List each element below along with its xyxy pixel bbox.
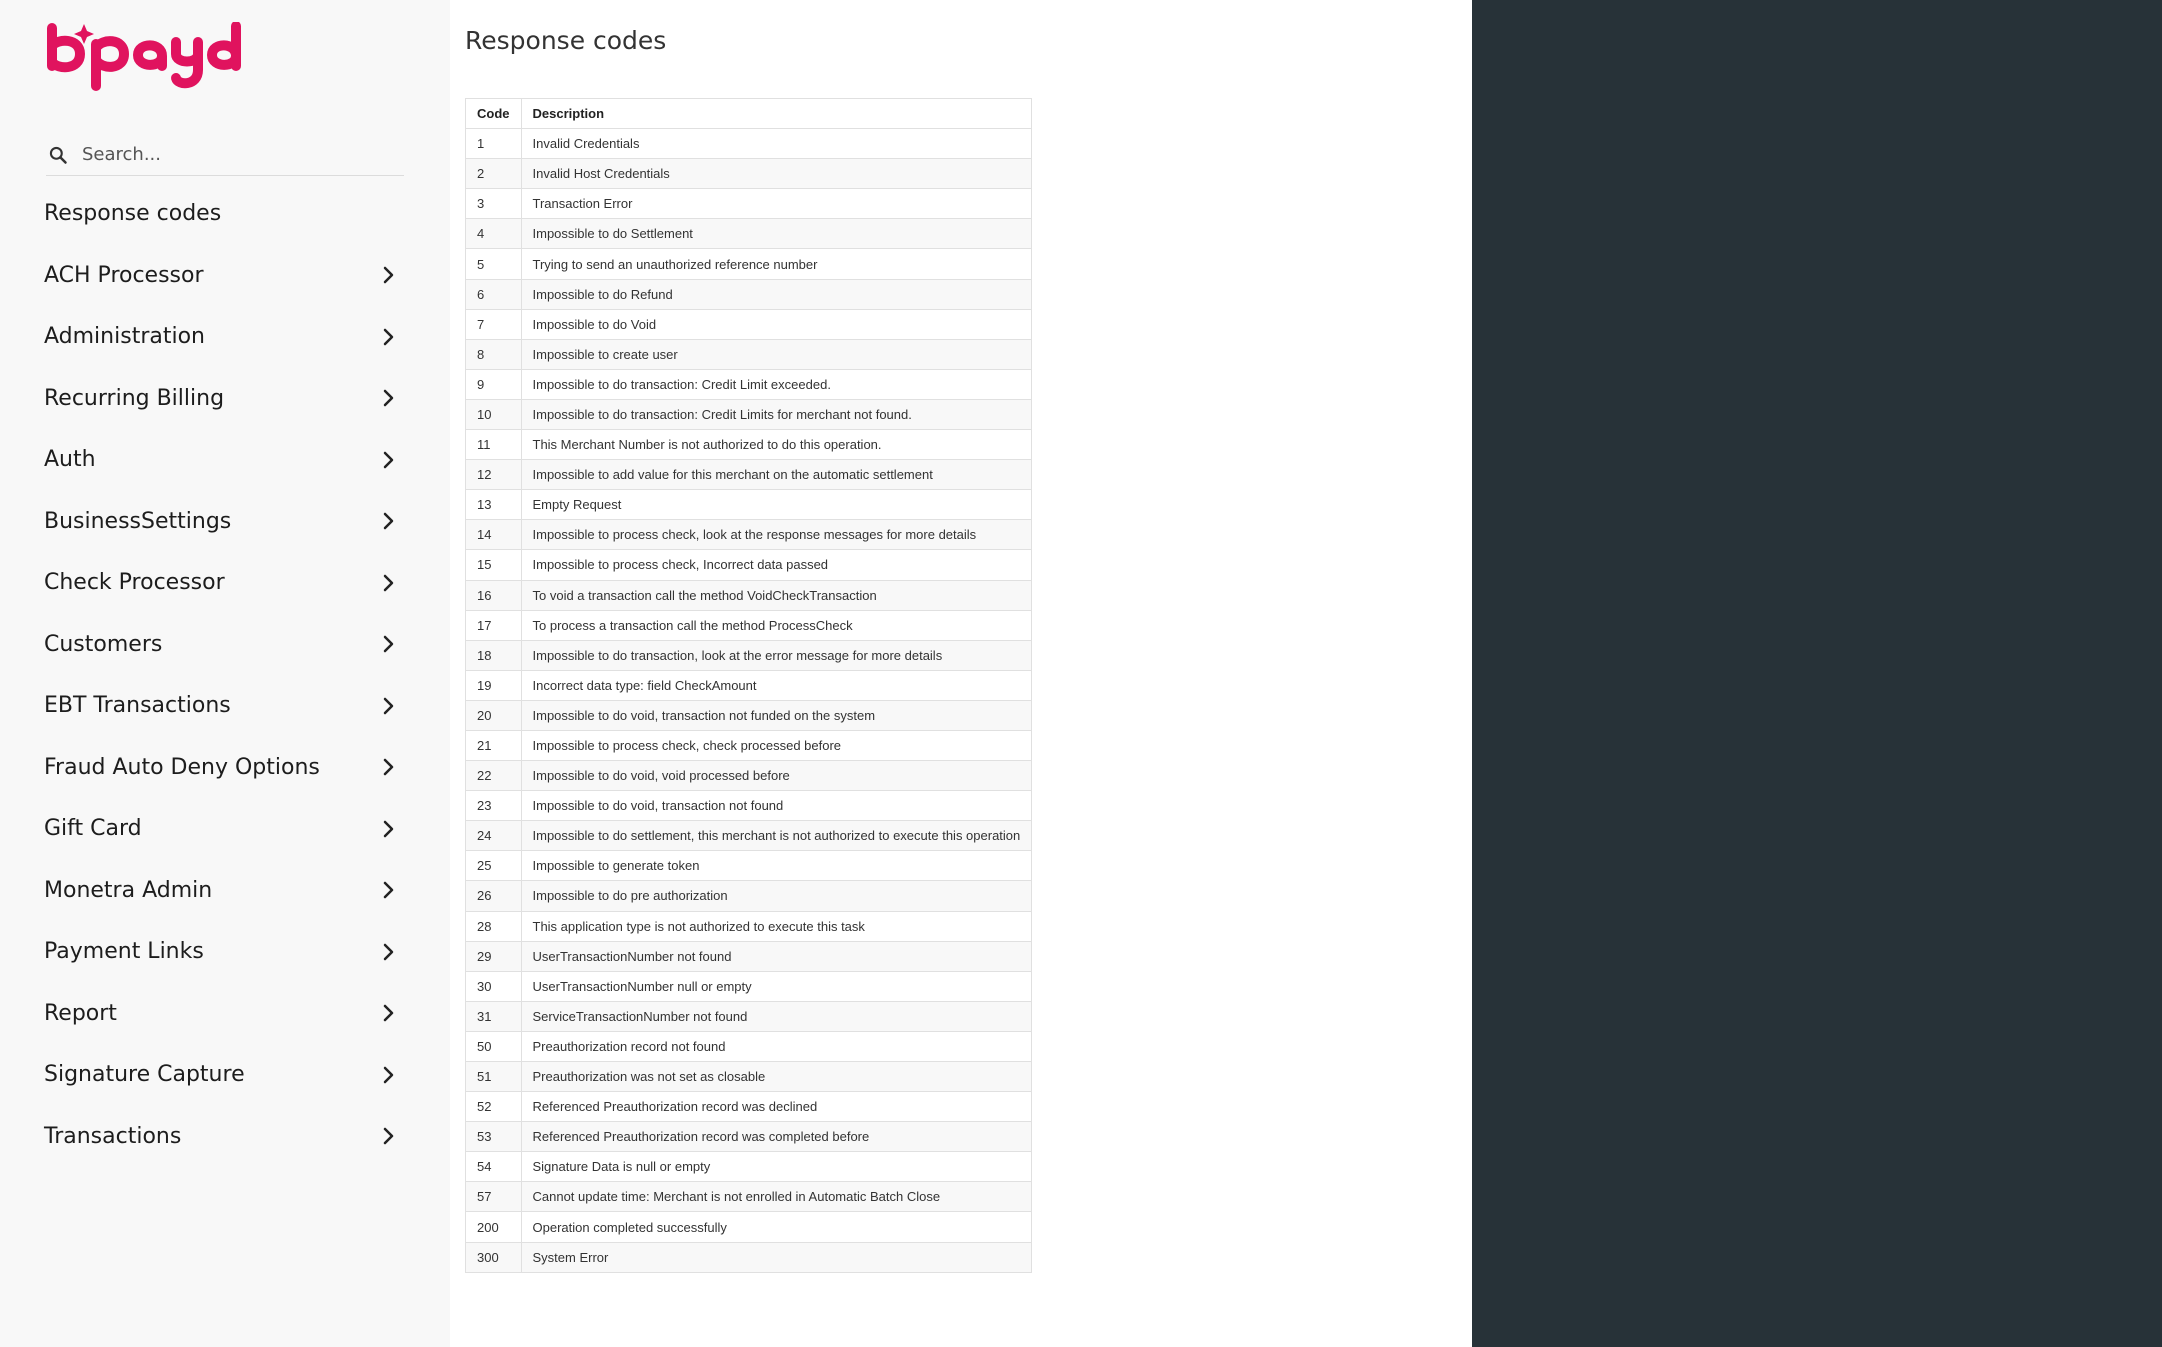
cell-code: 300	[466, 1242, 522, 1272]
cell-description: System Error	[521, 1242, 1032, 1272]
cell-code: 13	[466, 490, 522, 520]
cell-code: 31	[466, 1001, 522, 1031]
table-row	[466, 1182, 1032, 1212]
table-row	[466, 851, 1032, 881]
cell-description: Incorrect data type: field CheckAmount	[521, 670, 1032, 700]
sidebar-item-label: Fraud Auto Deny Options	[44, 754, 320, 780]
sidebar-item-check-processor[interactable]	[44, 552, 404, 614]
table-row	[466, 941, 1032, 971]
sidebar-item-ach-processor[interactable]	[44, 245, 404, 307]
cell-description: Impossible to do Void	[521, 309, 1032, 339]
cell-description: Impossible to do void, transaction not found	[521, 791, 1032, 821]
table-row	[466, 1001, 1032, 1031]
column-header-description: Description	[521, 99, 1032, 129]
sidebar-item-administration[interactable]	[44, 306, 404, 368]
cell-description: Preauthorization was not set as closable	[521, 1062, 1032, 1092]
cell-code: 52	[466, 1092, 522, 1122]
table-row	[466, 580, 1032, 610]
chevron-right-icon[interactable]	[378, 633, 400, 655]
cell-description: Invalid Credentials	[521, 129, 1032, 159]
cell-code: 50	[466, 1031, 522, 1061]
table-row	[466, 219, 1032, 249]
cell-code: 23	[466, 791, 522, 821]
table-row	[466, 610, 1032, 640]
cell-code: 30	[466, 971, 522, 1001]
sidebar-item-ebt-transactions[interactable]	[44, 675, 404, 737]
cell-description: Impossible to add value for this merchant on the automatic settlement	[521, 460, 1032, 490]
search-input[interactable]	[80, 143, 384, 166]
cell-code: 20	[466, 700, 522, 730]
sidebar-item-label: Transactions	[44, 1123, 182, 1149]
sidebar-item-label: Gift Card	[44, 816, 142, 842]
cell-code: 14	[466, 520, 522, 550]
sidebar-item-label: ACH Processor	[44, 262, 204, 288]
table-header-row	[466, 99, 1032, 129]
page-title: Response codes	[465, 26, 667, 55]
chevron-right-icon[interactable]	[378, 941, 400, 963]
cell-code: 5	[466, 249, 522, 279]
brand-logo[interactable]	[44, 22, 244, 94]
bpayd-logo-icon	[44, 22, 244, 94]
response-codes-table	[465, 98, 1032, 1273]
chevron-right-icon[interactable]	[378, 449, 400, 471]
cell-description: To void a transaction call the method VoidCheckTransaction	[521, 580, 1032, 610]
cell-code: 1	[466, 129, 522, 159]
table-row	[466, 369, 1032, 399]
chevron-right-icon[interactable]	[378, 818, 400, 840]
sidebar-item-label: Report	[44, 1000, 117, 1026]
cell-code: 11	[466, 430, 522, 460]
table-row	[466, 550, 1032, 580]
table-row	[466, 971, 1032, 1001]
table-row	[466, 670, 1032, 700]
cell-code: 28	[466, 911, 522, 941]
sidebar-item-fraud-auto-deny-options[interactable]	[44, 737, 404, 799]
sidebar-item-label: Auth	[44, 447, 96, 473]
table-row	[466, 129, 1032, 159]
table-row	[466, 430, 1032, 460]
cell-code: 6	[466, 279, 522, 309]
chevron-right-icon[interactable]	[378, 1064, 400, 1086]
cell-description: Referenced Preauthorization record was declined	[521, 1092, 1032, 1122]
table-row	[466, 1031, 1032, 1061]
cell-description: Preauthorization record not found	[521, 1031, 1032, 1061]
sidebar-item-label: EBT Transactions	[44, 693, 231, 719]
cell-description: Invalid Host Credentials	[521, 159, 1032, 189]
cell-description: Impossible to do transaction: Credit Limit exceeded.	[521, 369, 1032, 399]
cell-code: 4	[466, 219, 522, 249]
cell-description: Impossible to do transaction, look at the error message for more details	[521, 640, 1032, 670]
cell-description: UserTransactionNumber null or empty	[521, 971, 1032, 1001]
sidebar-item-label: Response codes	[44, 201, 222, 227]
sidebar-item-label: Signature Capture	[44, 1062, 245, 1088]
cell-code: 2	[466, 159, 522, 189]
cell-code: 54	[466, 1152, 522, 1182]
table-row	[466, 700, 1032, 730]
chevron-right-icon[interactable]	[378, 387, 400, 409]
chevron-right-icon[interactable]	[378, 695, 400, 717]
chevron-right-icon[interactable]	[378, 1125, 400, 1147]
chevron-right-icon[interactable]	[378, 1002, 400, 1024]
cell-code: 21	[466, 730, 522, 760]
table-row	[466, 1212, 1032, 1242]
cell-description: Impossible to do Settlement	[521, 219, 1032, 249]
cell-code: 29	[466, 941, 522, 971]
cell-code: 26	[466, 881, 522, 911]
sidebar-item-gift-card[interactable]	[44, 798, 404, 860]
cell-description: Signature Data is null or empty	[521, 1152, 1032, 1182]
cell-code: 7	[466, 309, 522, 339]
cell-description: To process a transaction call the method ProcessCheck	[521, 610, 1032, 640]
right-code-panel	[1472, 0, 2162, 1347]
table-row	[466, 730, 1032, 760]
cell-description: Impossible to do pre authorization	[521, 881, 1032, 911]
cell-code: 22	[466, 761, 522, 791]
chevron-right-icon[interactable]	[378, 264, 400, 286]
table-row	[466, 791, 1032, 821]
sidebar-item-customers[interactable]	[44, 614, 404, 676]
chevron-right-icon[interactable]	[378, 326, 400, 348]
search-icon	[46, 143, 70, 167]
table-row	[466, 490, 1032, 520]
cell-description: Impossible to do void, transaction not funded on the system	[521, 700, 1032, 730]
cell-description: UserTransactionNumber not found	[521, 941, 1032, 971]
table-row	[466, 881, 1032, 911]
cell-code: 8	[466, 339, 522, 369]
cell-description: Impossible to process check, Incorrect data passed	[521, 550, 1032, 580]
cell-code: 9	[466, 369, 522, 399]
cell-description: This Merchant Number is not authorized to do this operation.	[521, 430, 1032, 460]
table-row	[466, 1242, 1032, 1272]
cell-description: Referenced Preauthorization record was completed before	[521, 1122, 1032, 1152]
chevron-right-icon[interactable]	[378, 572, 400, 594]
cell-description: ServiceTransactionNumber not found	[521, 1001, 1032, 1031]
sidebar-item-auth[interactable]	[44, 429, 404, 491]
table-row	[466, 249, 1032, 279]
cell-description: Cannot update time: Merchant is not enrolled in Automatic Batch Close	[521, 1182, 1032, 1212]
cell-code: 24	[466, 821, 522, 851]
sidebar-item-payment-links[interactable]	[44, 921, 404, 983]
table-row	[466, 339, 1032, 369]
sidebar-item-transactions[interactable]	[44, 1106, 404, 1168]
sidebar-item-label: Check Processor	[44, 570, 225, 596]
table-row	[466, 761, 1032, 791]
cell-description: Empty Request	[521, 490, 1032, 520]
main-content	[450, 0, 1472, 1347]
sidebar-item-label: Payment Links	[44, 939, 204, 965]
table-row	[466, 1092, 1032, 1122]
sidebar-nav	[44, 183, 404, 1167]
table-row	[466, 399, 1032, 429]
cell-code: 10	[466, 399, 522, 429]
cell-code: 18	[466, 640, 522, 670]
cell-code: 51	[466, 1062, 522, 1092]
table-row	[466, 1122, 1032, 1152]
cell-code: 57	[466, 1182, 522, 1212]
cell-description: Impossible to do Refund	[521, 279, 1032, 309]
sidebar-item-label: BusinessSettings	[44, 508, 232, 534]
cell-description: This application type is not authorized to execute this task	[521, 911, 1032, 941]
cell-description: Impossible to do void, void processed before	[521, 761, 1032, 791]
sidebar-item-signature-capture[interactable]	[44, 1044, 404, 1106]
sidebar	[0, 0, 450, 1347]
cell-description: Impossible to do settlement, this merchant is not authorized to execute this operation	[521, 821, 1032, 851]
sidebar-item-label: Administration	[44, 324, 205, 350]
table-row	[466, 821, 1032, 851]
sidebar-item-businesssettings[interactable]	[44, 491, 404, 553]
cell-description: Impossible to generate token	[521, 851, 1032, 881]
table-row	[466, 460, 1032, 490]
cell-description: Operation completed successfully	[521, 1212, 1032, 1242]
cell-description: Impossible to create user	[521, 339, 1032, 369]
sidebar-item-response-codes[interactable]	[44, 183, 404, 245]
table-row	[466, 1062, 1032, 1092]
chevron-right-icon[interactable]	[378, 879, 400, 901]
search-bar	[46, 134, 404, 176]
chevron-right-icon[interactable]	[378, 756, 400, 778]
column-header-code: Code	[466, 99, 522, 129]
table-row	[466, 189, 1032, 219]
cell-code: 17	[466, 610, 522, 640]
table-row	[466, 640, 1032, 670]
cell-code: 19	[466, 670, 522, 700]
cell-code: 200	[466, 1212, 522, 1242]
cell-code: 12	[466, 460, 522, 490]
sidebar-item-label: Monetra Admin	[44, 877, 213, 903]
sidebar-item-report[interactable]	[44, 983, 404, 1045]
sidebar-item-recurring-billing[interactable]	[44, 368, 404, 430]
cell-code: 3	[466, 189, 522, 219]
cell-code: 53	[466, 1122, 522, 1152]
cell-code: 15	[466, 550, 522, 580]
table-row	[466, 159, 1032, 189]
cell-code: 16	[466, 580, 522, 610]
cell-description: Trying to send an unauthorized reference number	[521, 249, 1032, 279]
cell-code: 25	[466, 851, 522, 881]
table-row	[466, 911, 1032, 941]
cell-description: Impossible to process check, check processed before	[521, 730, 1032, 760]
table-row	[466, 520, 1032, 550]
sidebar-item-monetra-admin[interactable]	[44, 860, 404, 922]
table-row	[466, 1152, 1032, 1182]
cell-description: Transaction Error	[521, 189, 1032, 219]
chevron-right-icon[interactable]	[378, 510, 400, 532]
cell-description: Impossible to process check, look at the response messages for more details	[521, 520, 1032, 550]
cell-description: Impossible to do transaction: Credit Limits for merchant not found.	[521, 399, 1032, 429]
table-row	[466, 309, 1032, 339]
sidebar-item-label: Customers	[44, 631, 163, 657]
sidebar-item-label: Recurring Billing	[44, 385, 225, 411]
table-row	[466, 279, 1032, 309]
